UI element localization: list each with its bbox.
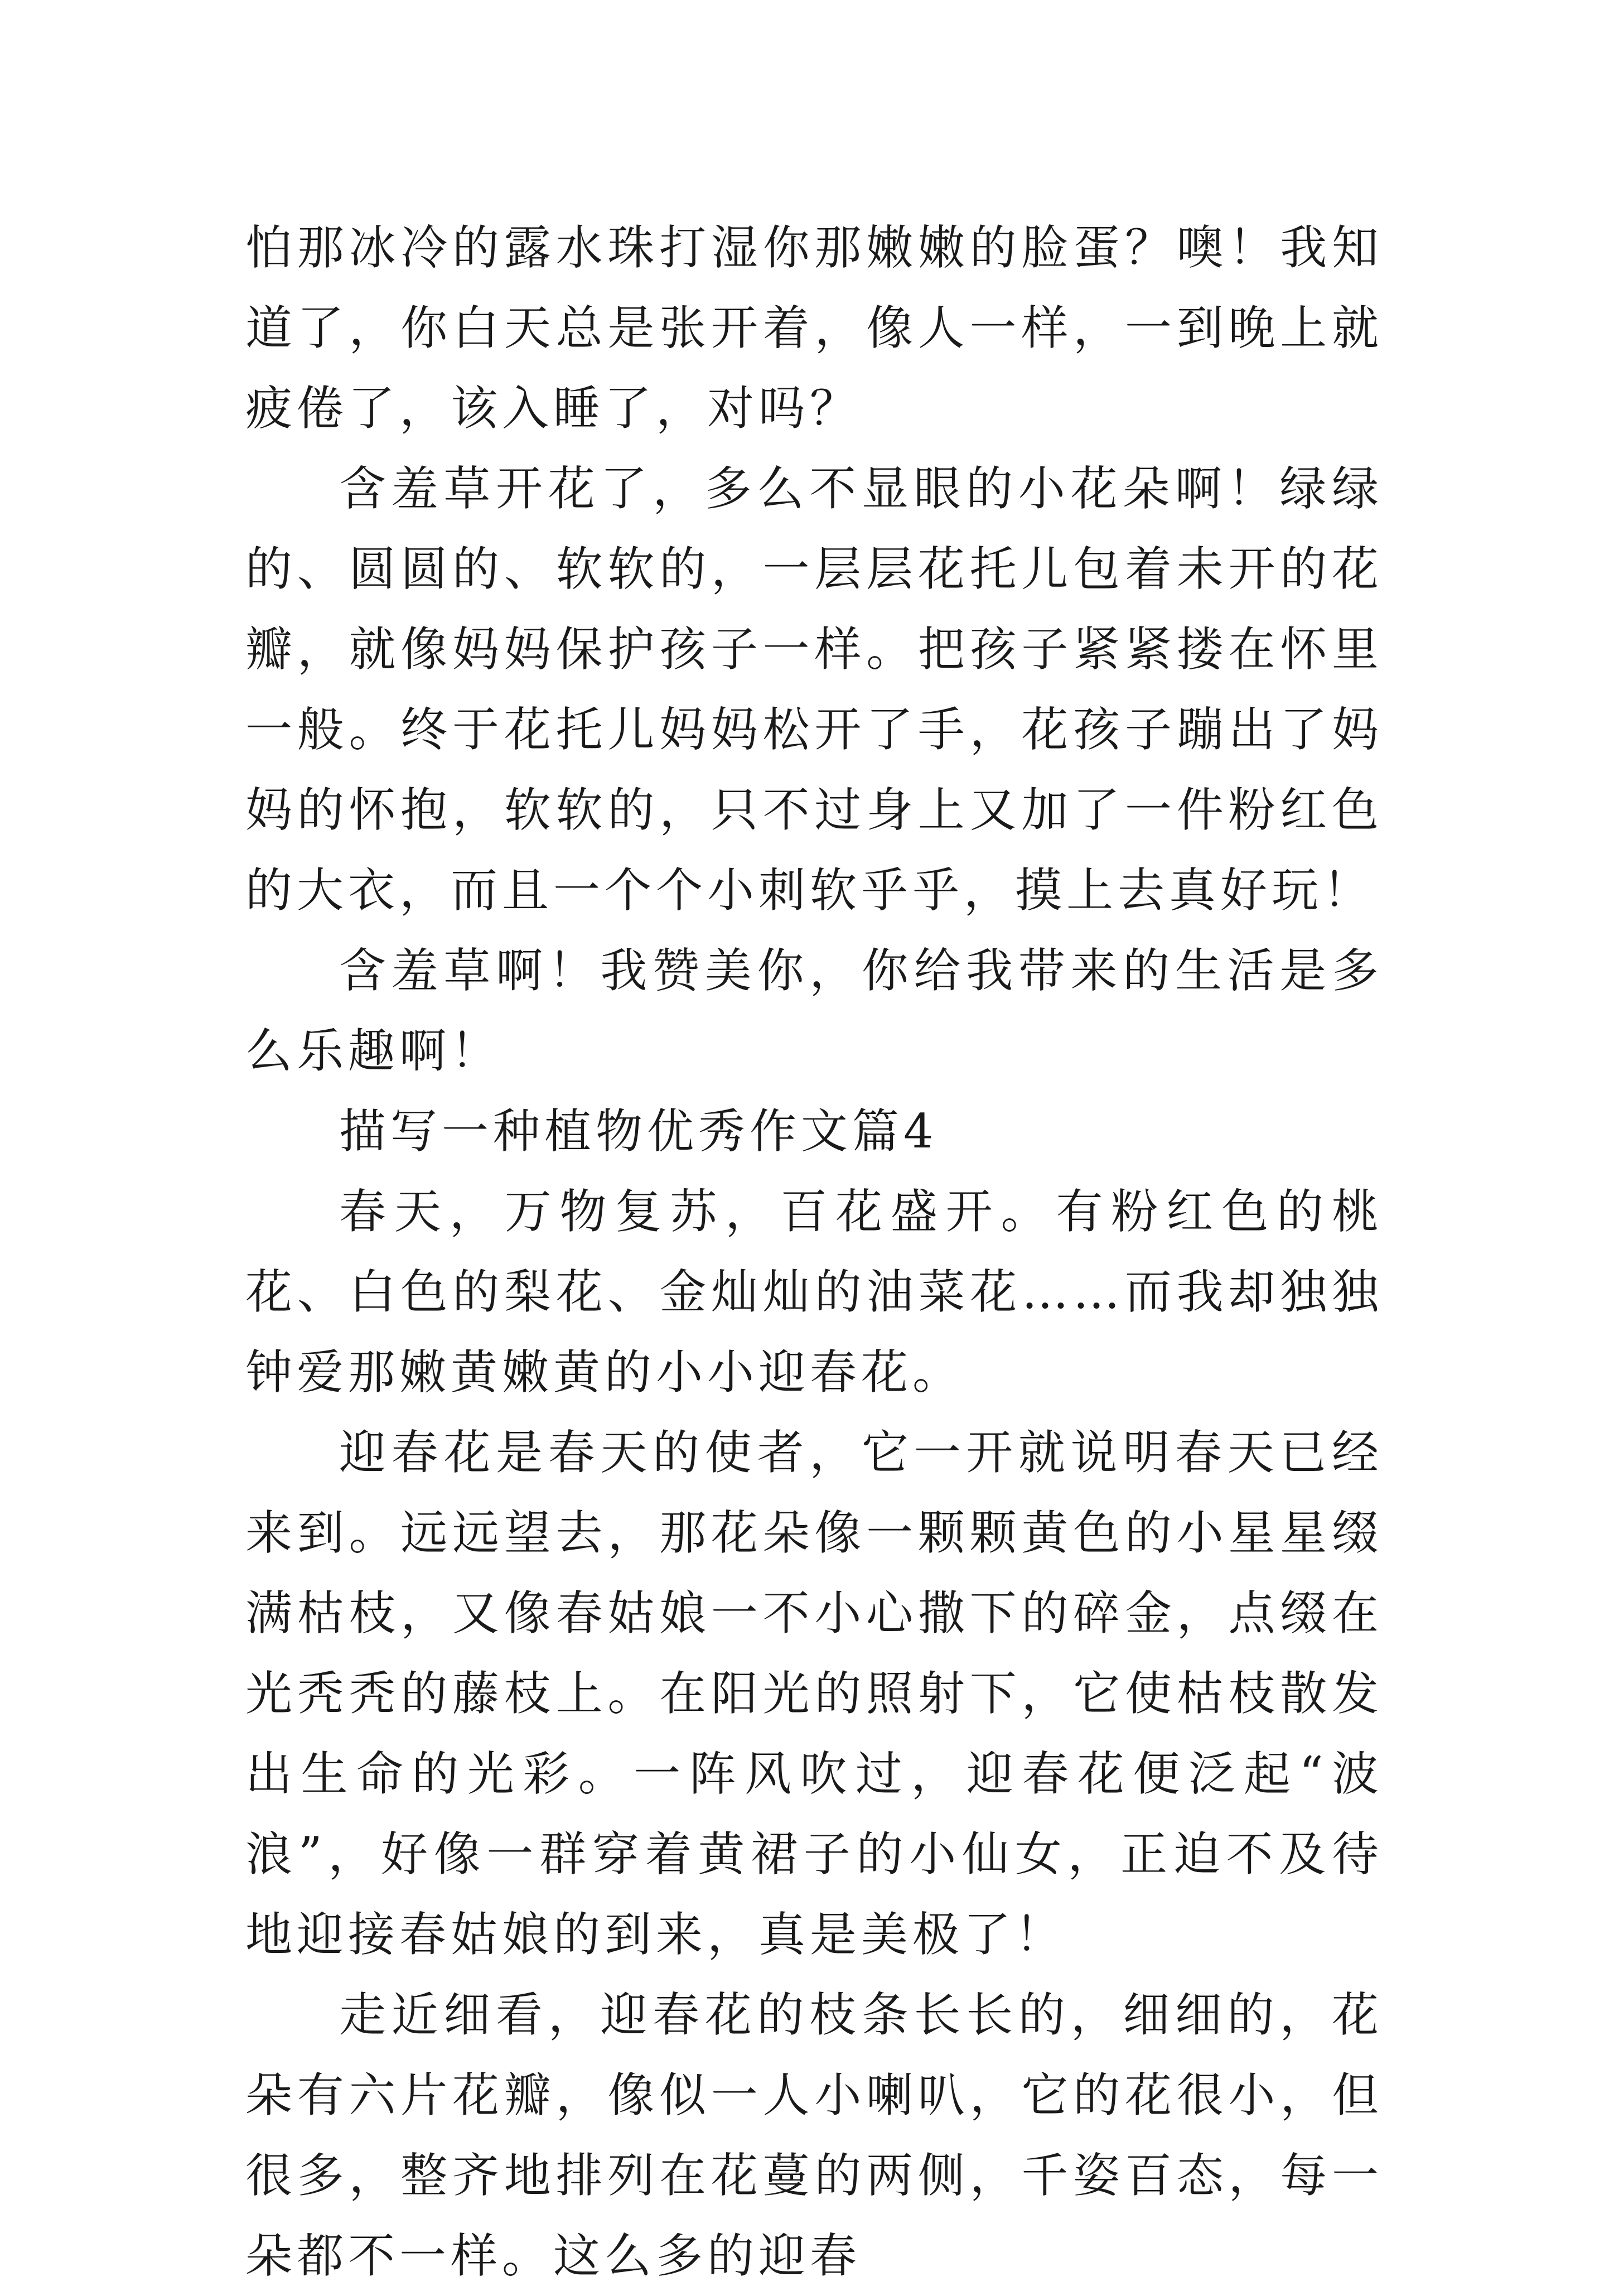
essay-heading: 描写一种植物优秀作文篇4 bbox=[339, 1104, 938, 1159]
paragraph-continuation: 怕那冰冷的露水珠打湿你那嫩嫩的脸蛋？噢！我知道了，你白天总是张开着，像人一样，一到晚上就疲倦了，该入睡了，对吗？ bbox=[245, 220, 1383, 436]
essay-body bbox=[245, 208, 1383, 2296]
paragraph-spring-intro: 春天，万物复苏，百花盛开。有粉红色的桃花、白色的梨花、金灿灿的油菜花……而我却独独钟爱那嫩黄嫩黄的小小迎春花。 bbox=[245, 1184, 1383, 1400]
paragraph-jasmine-closeup: 走近细看，迎春花的枝条长长的，细细的，花朵有六片花瓣，像似一人小喇叭，它的花很小，但很多，整齐地排列在花蔓的两侧，千姿百态，每一朵都不一样。这么多的迎春 bbox=[245, 1988, 1383, 2283]
paragraph-jasmine-messenger: 迎春花是春天的使者，它一开就说明春天已经来到。远远望去，那花朵像一颗颗黄色的小星星缀满枯枝，又像春姑娘一不小心撒下的碎金，点缀在光秃秃的藤枝上。在阳光的照射下，它使枯枝散发出生命的光彩。一阵风吹过，迎春花便泛起“波浪”，好像一群穿着黄裙子的小仙女，正迫不及待地迎接春姑娘的到来，真是美极了！ bbox=[245, 1425, 1383, 1962]
paragraph-mimosa-praise: 含羞草啊！我赞美你，你给我带来的生活是多么乐趣啊！ bbox=[245, 943, 1383, 1078]
paragraph-mimosa-flower: 含羞草开花了，多么不显眼的小花朵啊！绿绿的、圆圆的、软软的，一层层花托儿包着未开的花瓣，就像妈妈保护孩子一样。把孩子紧紧搂在怀里一般。终于花托儿妈妈松开了手，花孩子蹦出了妈妈的怀抱，软软的，只不过身上又加了一件粉红色的大衣，而且一个个小刺软乎乎，摸上去真好玩！ bbox=[245, 461, 1383, 918]
